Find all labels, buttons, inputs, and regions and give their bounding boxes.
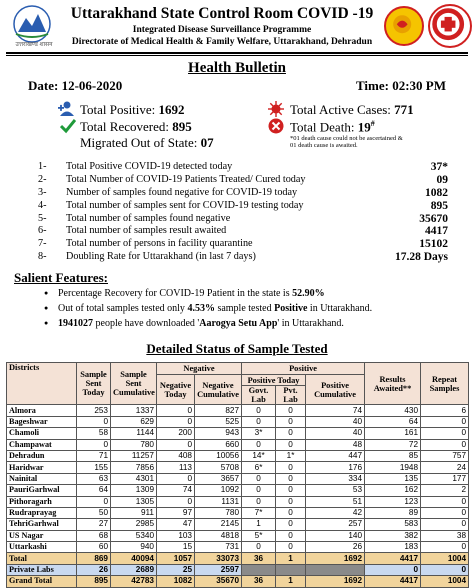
table-cell: 0	[276, 462, 306, 473]
table-cell: 155	[77, 462, 111, 473]
list-item-text: Total number of persons in facility quarantine	[66, 238, 253, 250]
table-cell: 0	[421, 519, 469, 530]
table-cell: 334	[306, 473, 365, 484]
district-name: Rudraprayag	[7, 507, 77, 518]
table-cell: 0	[157, 473, 195, 484]
district-name: Almora	[7, 405, 77, 416]
table-cell: 4818	[195, 530, 242, 541]
district-name: Grand Total	[7, 576, 77, 587]
table-cell: 58	[77, 428, 111, 439]
table-cell: 162	[365, 485, 421, 496]
th-negative-today: Negative Today	[157, 375, 195, 405]
table-cell: 1305	[111, 496, 157, 507]
district-name: Chamoli	[7, 428, 77, 439]
list-item	[38, 187, 448, 200]
table-cell: 1	[276, 553, 306, 564]
list-item-text: Number of samples found negative for COVID-19 today	[66, 186, 298, 198]
list-item-num: 3-	[38, 186, 47, 198]
table-cell: 50	[77, 507, 111, 518]
list-item-num: 6-	[38, 225, 47, 237]
th-results-awaited: Results Awaited**	[365, 363, 421, 405]
district-name: Pithoragarh	[7, 496, 77, 507]
table-cell: 0	[77, 496, 111, 507]
th-pvt-lab: Pvt. Lab	[276, 386, 306, 405]
table-cell: 3657	[195, 473, 242, 484]
district-name: US Nagar	[7, 530, 77, 541]
table-cell: 0	[77, 416, 111, 427]
table-cell: 36	[242, 553, 276, 564]
table-cell: 1309	[111, 485, 157, 496]
table-row	[7, 553, 469, 564]
table-cell: 869	[77, 553, 111, 564]
table-cell: 33073	[195, 553, 242, 564]
table-cell: 660	[195, 439, 242, 450]
table-cell: 6*	[242, 462, 276, 473]
th-sent-today: Sample Sent Today	[77, 363, 111, 405]
th-sent-cumulative: Sample Sent Cumulative	[111, 363, 157, 405]
table-cell: 2597	[195, 564, 242, 575]
total-recovered: Total Recovered: 895	[80, 119, 192, 134]
sample-status-table	[6, 362, 469, 588]
add-person-icon	[58, 101, 76, 117]
table-cell: 1057	[157, 553, 195, 564]
table-cell: 24	[421, 462, 469, 473]
table-cell: 253	[77, 405, 111, 416]
table-cell: 447	[306, 450, 365, 461]
migrated-out: Migrated Out of State: 07	[80, 135, 214, 150]
table-cell: 0	[421, 507, 469, 518]
table-cell: 0	[421, 428, 469, 439]
district-name: TehriGarhwal	[7, 519, 77, 530]
table-cell: 1131	[195, 496, 242, 507]
table-cell: 72	[365, 439, 421, 450]
table-cell: 1144	[111, 428, 157, 439]
list-item	[38, 200, 448, 213]
district-name: Private Labs	[7, 564, 77, 575]
table-cell: 0	[276, 507, 306, 518]
total-death: Total Death: 19#	[290, 119, 375, 135]
district-name: Champawat	[7, 439, 77, 450]
total-active-cases: Total Active Cases: 771	[290, 102, 414, 117]
list-item-value: 09	[436, 173, 448, 186]
table-cell: 757	[421, 450, 469, 461]
table-cell: 0	[276, 485, 306, 496]
table-cell: 103	[157, 530, 195, 541]
table-cell: 25	[157, 564, 195, 575]
table-cell: 3*	[242, 428, 276, 439]
table-cell: 583	[365, 519, 421, 530]
table-cell: 89	[365, 507, 421, 518]
table-cell: 4417	[365, 576, 421, 587]
table-cell: 40094	[111, 553, 157, 564]
list-item-text: Total Positive COVID-19 detected today	[66, 161, 233, 172]
table-cell: 0	[276, 530, 306, 541]
list-item-value: 4417	[425, 225, 448, 238]
table-cell: 11257	[111, 450, 157, 461]
table-cell: 1692	[306, 576, 365, 587]
table-row	[7, 507, 469, 518]
table-cell: 7856	[111, 462, 157, 473]
table-cell: 1*	[276, 450, 306, 461]
table-cell: 42	[306, 507, 365, 518]
table-cell: 0	[276, 428, 306, 439]
table-cell: 0	[421, 542, 469, 553]
table-cell: 0	[242, 542, 276, 553]
district-name: Total	[7, 553, 77, 564]
table-cell: 113	[157, 462, 195, 473]
district-name: PauriGarhwal	[7, 485, 77, 496]
table-cell: 161	[365, 428, 421, 439]
table-cell: 780	[195, 507, 242, 518]
table-row	[7, 576, 469, 587]
table-cell: 1	[276, 576, 306, 587]
table-cell: 525	[195, 416, 242, 427]
table-cell: 0	[276, 416, 306, 427]
list-item-num: 4-	[38, 199, 47, 211]
table-cell: 177	[421, 473, 469, 484]
table-cell: 943	[195, 428, 242, 439]
table-cell: 895	[77, 576, 111, 587]
table-cell: 0	[276, 405, 306, 416]
table-cell: 97	[157, 507, 195, 518]
list-item-num: 5-	[38, 212, 47, 224]
table-cell: 6	[421, 405, 469, 416]
list-item	[38, 238, 448, 251]
list-item-num: 7-	[38, 238, 47, 250]
table-cell: 40	[306, 428, 365, 439]
table-cell: 0	[242, 485, 276, 496]
table-cell: 74	[306, 405, 365, 416]
table-cell: 2	[421, 485, 469, 496]
table-cell	[242, 564, 276, 575]
list-item	[38, 174, 448, 187]
table-cell: 38	[421, 530, 469, 541]
table-cell: 74	[157, 485, 195, 496]
header-title: Uttarakhand State Control Room COVID -19	[70, 5, 374, 22]
table-cell: 5340	[111, 530, 157, 541]
header	[0, 0, 474, 56]
table-row	[7, 428, 469, 439]
list-item-value: 37*	[430, 161, 448, 173]
table-cell: 48	[306, 439, 365, 450]
nhm-logo-icon	[428, 4, 472, 48]
table-cell: 64	[365, 416, 421, 427]
table-cell: 827	[195, 405, 242, 416]
table-row	[7, 530, 469, 541]
table-cell: 5708	[195, 462, 242, 473]
table-row	[7, 485, 469, 496]
table-cell: 257	[306, 519, 365, 530]
table-cell: 42783	[111, 576, 157, 587]
table-cell: 53	[306, 485, 365, 496]
table-cell: 1092	[195, 485, 242, 496]
table-cell: 4417	[365, 553, 421, 564]
salient-positivity: ● Out of total samples tested only 4.53% sample tested Positive in Uttarakhand.	[58, 303, 372, 314]
emblem-caption: उत्तराखण्ड शासन	[15, 42, 53, 48]
table-row	[7, 564, 469, 575]
table-cell: 0	[242, 439, 276, 450]
table-cell: 47	[157, 519, 195, 530]
list-item-text: Total Number of COVID-19 Patients Treated/ Cured today	[66, 173, 306, 185]
table-cell: 1082	[157, 576, 195, 587]
checkmark-icon	[60, 118, 76, 134]
header-subtitle-programme: Integrated Disease Surveillance Programme	[132, 25, 312, 35]
table-row	[7, 496, 469, 507]
salient-aarogya-setu: ● 1941027 people have downloaded 'Aarogya Setu App' in Uttarakhand.	[58, 318, 344, 329]
list-item	[38, 225, 448, 238]
list-item-value: 1082	[425, 186, 448, 199]
table-cell: 408	[157, 450, 195, 461]
table-cell: 0	[157, 416, 195, 427]
salient-recovery: ● Percentage Recovery for COVID-19 Patient in the state is 52.90%	[58, 288, 325, 299]
district-name: Nainital	[7, 473, 77, 484]
table-cell: 7*	[242, 507, 276, 518]
table-cell: 176	[306, 462, 365, 473]
table-cell: 15	[157, 542, 195, 553]
table-cell: 0	[242, 405, 276, 416]
list-item-num: 2-	[38, 173, 47, 185]
table-cell: 940	[111, 542, 157, 553]
table-cell: 0	[242, 473, 276, 484]
table-cell: 63	[77, 473, 111, 484]
district-name: Uttarkashi	[7, 542, 77, 553]
table-cell	[306, 564, 365, 575]
table-cell: 200	[157, 428, 195, 439]
table-cell: 0	[421, 496, 469, 507]
header-subtitle-directorate: Directorate of Medical Health & Family Welfare, Uttarakhand, Dehradun	[71, 37, 373, 47]
table-cell: 0	[242, 496, 276, 507]
total-positive: Total Positive: 1692	[80, 102, 185, 117]
table-cell: 36	[242, 576, 276, 587]
table-cell: 0	[157, 439, 195, 450]
table-cell: 1004	[421, 553, 469, 564]
bulletin-date: Date: 12-06-2020	[28, 78, 123, 93]
bulletin-title: Health Bulletin	[188, 60, 286, 76]
th-districts: Districts	[7, 363, 77, 405]
table-cell: 2145	[195, 519, 242, 530]
table-row	[7, 439, 469, 450]
salient-features-title: Salient Features:	[14, 270, 108, 285]
table-cell: 0	[276, 542, 306, 553]
table-row	[7, 450, 469, 461]
table-cell: 2689	[111, 564, 157, 575]
list-item-num: 1-	[38, 161, 47, 172]
table-cell: 1692	[306, 553, 365, 564]
list-item-text: Total number of samples sent for COVID-19 testing today	[66, 199, 304, 211]
table-row	[7, 473, 469, 484]
list-item-text: Total number of samples found negative	[66, 212, 231, 224]
table-cell: 26	[77, 564, 111, 575]
table-row	[7, 416, 469, 427]
list-item	[38, 213, 448, 226]
table-cell: 85	[365, 450, 421, 461]
table-cell: 51	[306, 496, 365, 507]
table-cell: 1948	[365, 462, 421, 473]
list-item-value: 35670	[419, 212, 448, 225]
table-cell: 0	[421, 564, 469, 575]
table-row	[7, 405, 469, 416]
list-item-text: Doubling Rate for Uttarakhand (in last 7 days)	[66, 251, 256, 263]
table-cell: 629	[111, 416, 157, 427]
table-cell: 140	[306, 530, 365, 541]
th-negative-cumulative: Negative Cumulative	[195, 375, 242, 405]
list-item-text: Total number of samples result awaited	[66, 225, 227, 237]
table-cell: 183	[365, 542, 421, 553]
table-title: Detailed Status of Sample Tested	[146, 341, 328, 356]
table-cell: 40	[306, 416, 365, 427]
list-item-value: 17.28 Days	[394, 251, 448, 264]
table-cell: 911	[111, 507, 157, 518]
th-negative: Negative	[157, 363, 242, 375]
table-cell: 1337	[111, 405, 157, 416]
th-repeat-samples: Repeat Samples	[421, 363, 469, 405]
statistics-list	[38, 161, 448, 264]
th-positive-cumulative: Positive Cumulative	[306, 375, 365, 405]
table-cell: 1	[242, 519, 276, 530]
table-row	[7, 462, 469, 473]
list-item-num: 8-	[38, 251, 47, 263]
table-cell: 0	[157, 496, 195, 507]
table-cell: 430	[365, 405, 421, 416]
table-cell: 60	[77, 542, 111, 553]
table-cell: 26	[306, 542, 365, 553]
table-cell: 0	[242, 416, 276, 427]
table-cell: 14*	[242, 450, 276, 461]
table-cell: 4301	[111, 473, 157, 484]
table-cell: 0	[365, 564, 421, 575]
header-divider	[6, 52, 468, 54]
table-cell: 780	[111, 439, 157, 450]
th-positive: Positive	[242, 363, 365, 375]
table-cell: 382	[365, 530, 421, 541]
bulletin-time: Time: 02:30 PM	[355, 78, 446, 93]
table-cell: 0	[276, 519, 306, 530]
list-item	[38, 251, 448, 264]
th-govt-lab: Govt. Lab	[242, 386, 276, 405]
table-cell: 35670	[195, 576, 242, 587]
district-name: Dehradun	[7, 450, 77, 461]
table-row	[7, 519, 469, 530]
idsp-logo-icon	[384, 6, 424, 46]
table-row	[7, 542, 469, 553]
table-cell: 135	[365, 473, 421, 484]
table-cell: 64	[77, 485, 111, 496]
list-item-value: 15102	[419, 238, 448, 251]
table-cell: 0	[276, 439, 306, 450]
table-cell: 0	[421, 416, 469, 427]
table-cell: 1004	[421, 576, 469, 587]
table-cell: 27	[77, 519, 111, 530]
table-cell: 0	[276, 473, 306, 484]
table-cell: 5*	[242, 530, 276, 541]
district-name: Haridwar	[7, 462, 77, 473]
list-item-value: 895	[430, 199, 448, 212]
table-cell: 2985	[111, 519, 157, 530]
list-item	[38, 161, 448, 174]
death-footnote: *01 death cause could not be ascertained & 01 death cause is awaited.	[290, 135, 403, 149]
table-cell: 0	[421, 439, 469, 450]
table-cell: 10056	[195, 450, 242, 461]
table-cell: 71	[77, 450, 111, 461]
table-cell: 0	[276, 496, 306, 507]
table-cell: 123	[365, 496, 421, 507]
table-cell: 0	[77, 439, 111, 450]
header-divider-thin	[6, 55, 468, 56]
virus-icon	[268, 101, 284, 117]
table-cell: 731	[195, 542, 242, 553]
table-cell: 68	[77, 530, 111, 541]
district-name: Bageshwar	[7, 416, 77, 427]
close-circle-icon	[268, 118, 284, 134]
th-positive-today: Positive Today	[242, 375, 306, 386]
table-cell	[276, 564, 306, 575]
table-cell: 0	[157, 405, 195, 416]
